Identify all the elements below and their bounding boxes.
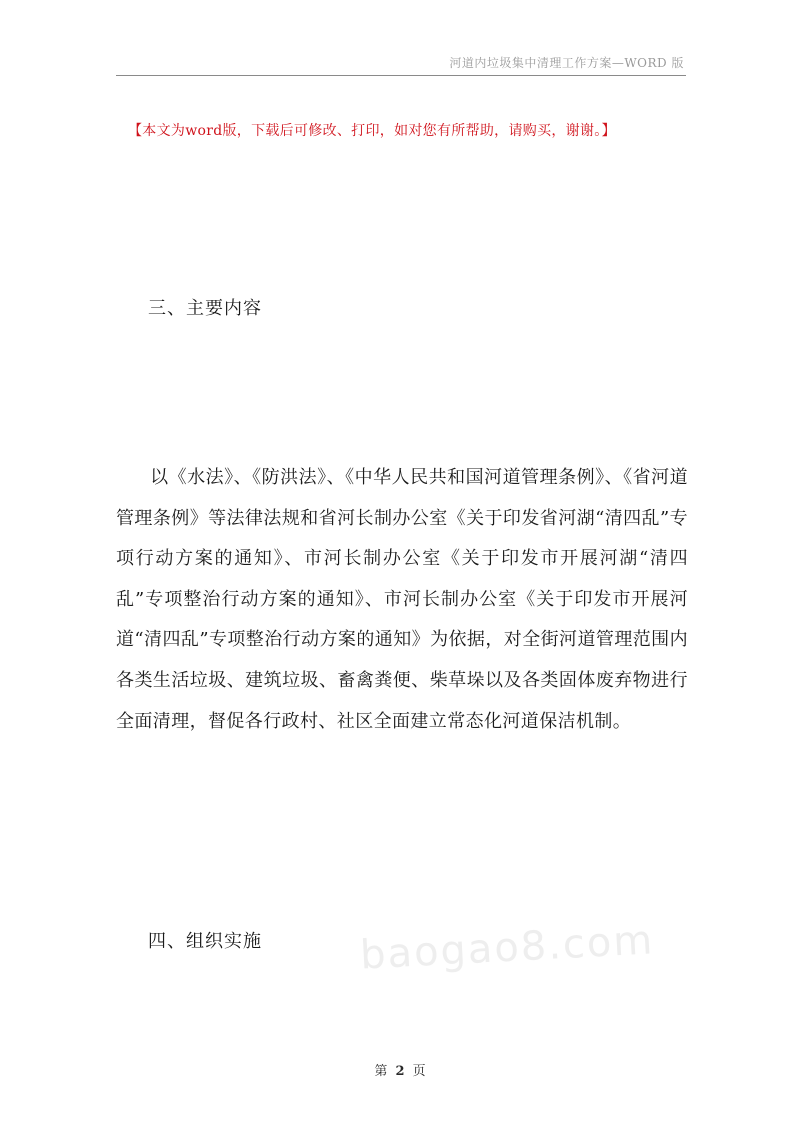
section-4-heading: 四、组织实施 (148, 931, 262, 952)
watermark: baogao8.com (358, 917, 656, 979)
section-3-heading: 三、主要内容 (148, 298, 262, 319)
purchase-notice: 【本文为word版，下载后可修改、打印，如对您有所帮助，请购买，谢谢。】 (128, 123, 616, 139)
footer-suffix: 页 (412, 1064, 426, 1079)
page-footer (0, 1060, 800, 1079)
footer-prefix: 第 (374, 1064, 388, 1079)
section-3-paragraph (116, 458, 688, 742)
page-number: 2 (395, 1064, 405, 1079)
header-divider (116, 75, 686, 76)
section-3-body-text: 以《水法》、《防洪法》、《中华人民共和国河道管理条例》、《省河道管理条例》等法律法规和省河长制办公室《关于印发省河湖“清四乱”专项行动方案的通知》、市河长制办公室《关于印发市开展河湖“清四乱”专项整治行动方案的通知》、市河长制办公室《关于印发市开展河道“清四乱”专项整治行动方案的通知》为依据，对全街河道管理范围内各类生活垃圾、建筑垃圾、畜禽粪便、柴草垛以及各类固体废弃物进行全面清理，督促各行政村、社区全面建立常态化河道保洁机制。 (116, 467, 688, 732)
running-header: 河道内垃圾集中清理工作方案—WORD 版 (449, 56, 684, 70)
